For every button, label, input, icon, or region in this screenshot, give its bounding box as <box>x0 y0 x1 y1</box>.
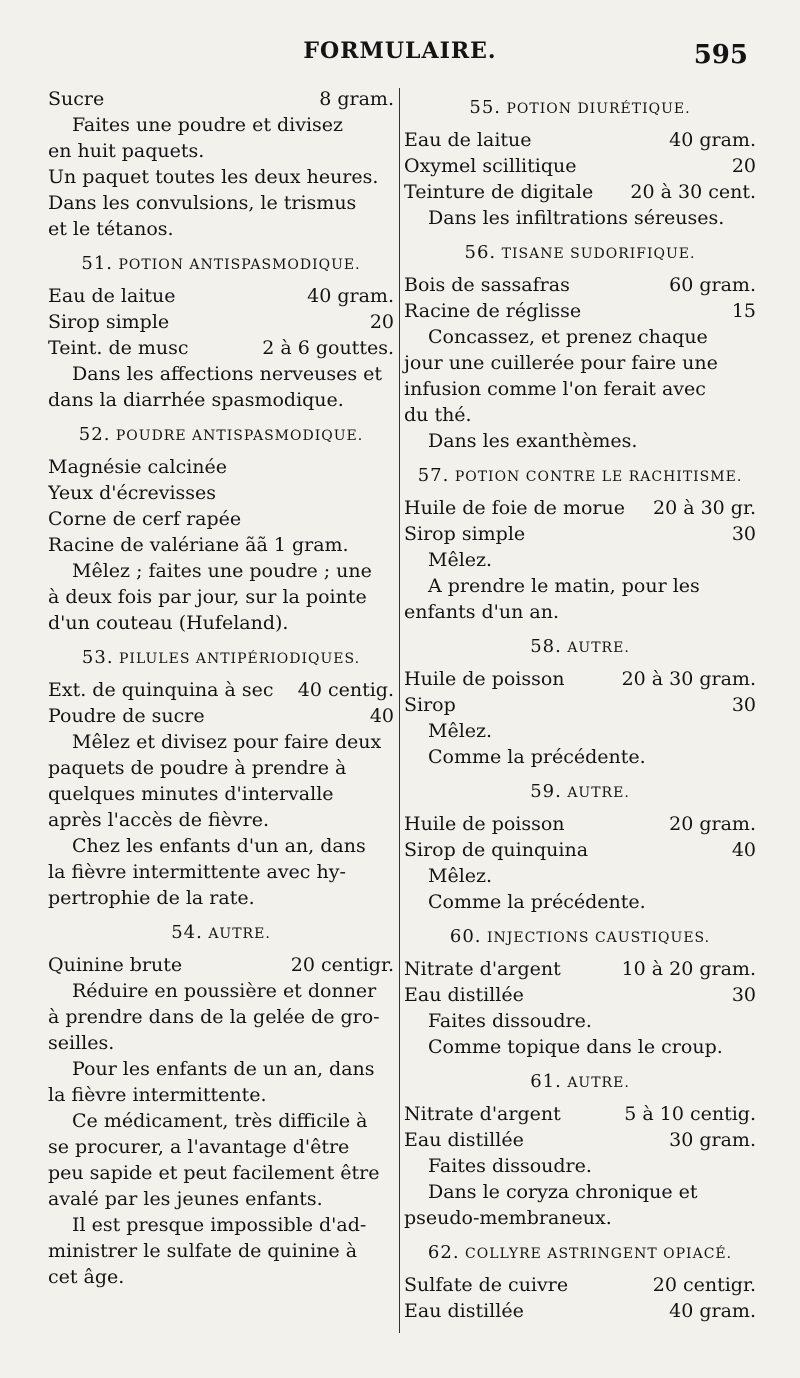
formula-heading <box>404 635 756 660</box>
text-line: ministrer le sulfate de quinine à <box>48 1240 358 1262</box>
ingredient-dose <box>388 480 394 506</box>
text-line: quelques minutes d'intervalle <box>48 783 334 805</box>
text-line: Dans les convulsions, le trismus <box>48 192 357 214</box>
ingredient-name: Huile de foie de morue <box>404 497 625 519</box>
formula-number: 62. <box>427 1242 460 1263</box>
ingredient-row <box>404 666 756 692</box>
page-number: 595 <box>693 40 748 70</box>
left-column <box>48 86 394 1290</box>
text-line: pertrophie de la rate. <box>48 887 255 909</box>
formula-heading <box>48 646 394 671</box>
ingredient-dose: 30 gram. <box>669 1129 756 1151</box>
ingredient-name: Huile de poisson <box>404 813 565 835</box>
formula-number: 53. <box>81 647 114 668</box>
text-line: Chez les enfants d'un an, dans <box>72 835 366 857</box>
ingredient-name: Sirop simple <box>48 311 170 333</box>
text-line: jour une cuillerée pour faire une <box>404 352 718 374</box>
formula-title: POTION ANTISPASMODIQUE. <box>118 257 361 273</box>
ingredient-row <box>48 454 394 480</box>
ingredient-dose: 40 centig. <box>297 679 394 701</box>
ingredient-row <box>404 272 756 298</box>
ingredient-row <box>404 1127 756 1153</box>
formula-title: AUTRE. <box>567 1075 630 1091</box>
text-line: cet âge. <box>48 1266 125 1288</box>
ingredient-name: Eau distillée <box>404 984 524 1006</box>
text-line: A prendre le matin, pour les <box>428 575 700 597</box>
ingredient-row <box>404 837 756 863</box>
text-line: Mêlez. <box>428 720 493 742</box>
formula-title: AUTRE. <box>567 785 630 801</box>
formula-heading <box>404 925 756 950</box>
formula-heading <box>404 1241 756 1266</box>
formula-heading <box>404 96 756 121</box>
text-line: pseudo-membraneux. <box>404 1207 612 1229</box>
ingredient-name: Teinture de digitale <box>404 181 594 203</box>
text-line: Il est presque impossible d'ad- <box>72 1214 367 1236</box>
ingredient-name: Eau de laitue <box>404 129 532 151</box>
ingredient-dose <box>388 506 394 532</box>
ingredient-row <box>404 1101 756 1127</box>
formula-heading <box>48 423 394 448</box>
ingredient-row <box>48 532 394 558</box>
text-line: Mêlez et divisez pour faire deux <box>72 731 382 753</box>
ingredient-dose: 20 à 30 gr. <box>653 497 756 519</box>
formula-heading <box>404 241 756 266</box>
text-line: du thé. <box>404 404 472 426</box>
ingredient-dose: 40 gram. <box>669 1300 756 1322</box>
text-line: Dans les infiltrations séreuses. <box>428 207 725 229</box>
text-line: Dans le coryza chronique et <box>428 1181 698 1203</box>
formula-number: 56. <box>464 242 497 263</box>
ingredient-name: Eau distillée <box>404 1300 524 1322</box>
formula-title: AUTRE. <box>567 640 630 656</box>
ingredient-row <box>48 952 394 978</box>
text-line: Mêlez. <box>428 865 493 887</box>
text-line: Dans les exanthèmes. <box>428 430 638 452</box>
ingredient-dose: 5 à 10 centig. <box>624 1103 756 1125</box>
ingredient-name: Bois de sassafras <box>404 274 570 296</box>
text-line: Ce médicament, très difficile à <box>72 1110 368 1132</box>
text-line: après l'accès de fièvre. <box>48 809 270 831</box>
formula-title: POUDRE ANTISPASMODIQUE. <box>115 428 364 444</box>
text-line: enfants d'un an. <box>404 601 560 623</box>
ingredient-row <box>404 956 756 982</box>
ingredient-row <box>48 677 394 703</box>
text-line: paquets de poudre à prendre à <box>48 757 347 779</box>
ingredient-row <box>404 495 756 521</box>
formula-number: 51. <box>81 253 114 274</box>
ingredient-name: Huile de poisson <box>404 668 565 690</box>
formula-heading <box>48 252 394 277</box>
text-line: se procurer, a l'avantage d'être <box>48 1136 350 1158</box>
formula-title: TISANE SUDORIFIQUE. <box>501 246 696 262</box>
formula-title: AUTRE. <box>208 926 271 942</box>
ingredient-name: Quinine brute <box>48 954 183 976</box>
ingredient-dose: 20 gram. <box>669 813 756 835</box>
text-line: Comme la précédente. <box>428 746 646 768</box>
text-line: Mêlez. <box>428 549 493 571</box>
ingredient-name: Poudre de sucre <box>48 705 205 727</box>
ingredient-dose: 40 gram. <box>669 129 756 151</box>
formula-heading <box>404 464 756 489</box>
ingredient-name: Sucre <box>48 88 105 110</box>
ingredient-row <box>48 703 394 729</box>
right-column <box>404 86 756 1324</box>
ingredient-dose: 20 centigr. <box>290 954 394 976</box>
ingredient-dose: 30 <box>731 984 756 1006</box>
ingredient-row <box>404 1298 756 1324</box>
ingredient-row <box>404 811 756 837</box>
formula-heading <box>404 780 756 805</box>
text-line: Faites dissoudre. <box>428 1010 592 1032</box>
text-line: Faites dissoudre. <box>428 1155 592 1177</box>
ingredient-row <box>404 521 756 547</box>
formula-title: POTION DIURÉTIQUE. <box>506 101 691 117</box>
text-line: Un paquet toutes les deux heures. <box>48 166 379 188</box>
formula-number: 58. <box>530 636 562 657</box>
text-line: à prendre dans de la gelée de gro- <box>48 1006 380 1028</box>
ingredient-dose: 30 <box>731 523 756 545</box>
ingredient-name: Ext. de quinquina à sec <box>48 679 274 701</box>
ingredient-name: Sirop <box>404 694 456 716</box>
text-line: à deux fois par jour, sur la pointe <box>48 586 367 608</box>
ingredient-dose: 8 gram. <box>319 88 394 110</box>
formula-number: 52. <box>78 424 111 445</box>
formula-number: 54. <box>171 922 203 943</box>
text-line: la fièvre intermittente. <box>48 1084 267 1106</box>
text-line: et le tétanos. <box>48 218 174 240</box>
text-line: Pour les enfants de un an, dans <box>72 1058 375 1080</box>
ingredient-row <box>404 127 756 153</box>
formula-title: PILULES ANTIPÉRIODIQUES. <box>119 651 361 667</box>
ingredient-name: Yeux d'écrevisses <box>48 482 217 504</box>
formula-title: INJECTIONS CAUSTIQUES. <box>487 930 711 946</box>
ingredient-dose: 40 <box>731 839 756 861</box>
ingredient-dose <box>388 454 394 480</box>
ingredient-row <box>48 283 394 309</box>
text-line: dans la diarrhée spasmodique. <box>48 389 344 411</box>
text-line: Réduire en poussière et donner <box>72 980 377 1002</box>
ingredient-dose: 30 <box>731 694 756 716</box>
ingredient-row <box>48 309 394 335</box>
ingredient-name: Oxymel scillitique <box>404 155 577 177</box>
ingredient-name: Eau distillée <box>404 1129 524 1151</box>
formula-heading <box>48 921 394 946</box>
ingredient-name: Nitrate d'argent <box>404 1103 561 1125</box>
ingredient-name: Racine de réglisse <box>404 300 582 322</box>
text-line: infusion comme l'on ferait avec <box>404 378 706 400</box>
ingredient-row <box>404 982 756 1008</box>
ingredient-name: Sirop de quinquina <box>404 839 589 861</box>
ingredient-row <box>404 153 756 179</box>
text-line: la fièvre intermittente avec hy- <box>48 861 346 883</box>
formula-number: 55. <box>469 97 502 118</box>
text-line: seilles. <box>48 1032 115 1054</box>
ingredient-dose: 20 <box>369 311 394 333</box>
column-divider <box>399 88 400 1333</box>
ingredient-dose: 40 gram. <box>307 285 394 307</box>
formula-number: 59. <box>530 781 562 802</box>
text-line: en huit paquets. <box>48 140 205 162</box>
ingredient-dose: 20 centigr. <box>652 1274 756 1296</box>
ingredient-row <box>404 179 756 205</box>
ingredient-row <box>404 1272 756 1298</box>
text-line: Mêlez ; faites une poudre ; une <box>72 560 372 582</box>
ingredient-name: Sulfate de cuivre <box>404 1274 569 1296</box>
ingredient-row <box>404 298 756 324</box>
ingredient-name: Eau de laitue <box>48 285 176 307</box>
text-line: d'un couteau (Hufeland). <box>48 612 289 634</box>
formula-title: POTION CONTRE LE RACHITISME. <box>454 469 743 485</box>
ingredient-name: Racine de valériane ãã 1 gram. <box>48 534 349 556</box>
formula-heading <box>404 1070 756 1095</box>
ingredient-row <box>48 506 394 532</box>
text-line: Faites une poudre et divisez <box>72 114 344 136</box>
ingredient-dose: 20 à 30 gram. <box>621 668 756 690</box>
ingredient-dose: 20 à 30 cent. <box>630 181 756 203</box>
text-line: peu sapide et peut facilement être <box>48 1162 380 1184</box>
ingredient-row <box>48 335 394 361</box>
ingredient-name: Nitrate d'argent <box>404 958 561 980</box>
ingredient-dose: 60 gram. <box>669 274 756 296</box>
ingredient-dose: 20 <box>731 155 756 177</box>
ingredient-dose <box>388 532 394 558</box>
ingredient-dose: 10 à 20 gram. <box>621 958 756 980</box>
formula-number: 57. <box>417 465 450 486</box>
text-line: Comme la précédente. <box>428 891 646 913</box>
formula-number: 60. <box>449 926 482 947</box>
text-line: Comme topique dans le croup. <box>428 1036 723 1058</box>
ingredient-name: Sirop simple <box>404 523 526 545</box>
text-line: Concassez, et prenez chaque <box>428 326 708 348</box>
ingredient-dose: 2 à 6 gouttes. <box>262 337 394 359</box>
ingredient-name: Teint. de musc <box>48 337 189 359</box>
ingredient-row <box>48 480 394 506</box>
text-line: avalé par les jeunes enfants. <box>48 1188 323 1210</box>
ingredient-row <box>404 692 756 718</box>
formula-number: 61. <box>530 1071 562 1092</box>
formula-title: COLLYRE ASTRINGENT OPIACÉ. <box>465 1246 733 1262</box>
ingredient-name: Magnésie calcinée <box>48 456 228 478</box>
ingredient-dose: 40 <box>369 705 394 727</box>
ingredient-dose: 15 <box>731 300 756 322</box>
ingredient-name: Corne de cerf rapée <box>48 508 242 530</box>
running-title: FORMULAIRE. <box>303 38 497 64</box>
text-line: Dans les affections nerveuses et <box>72 363 383 385</box>
ingredient-row <box>48 86 394 112</box>
